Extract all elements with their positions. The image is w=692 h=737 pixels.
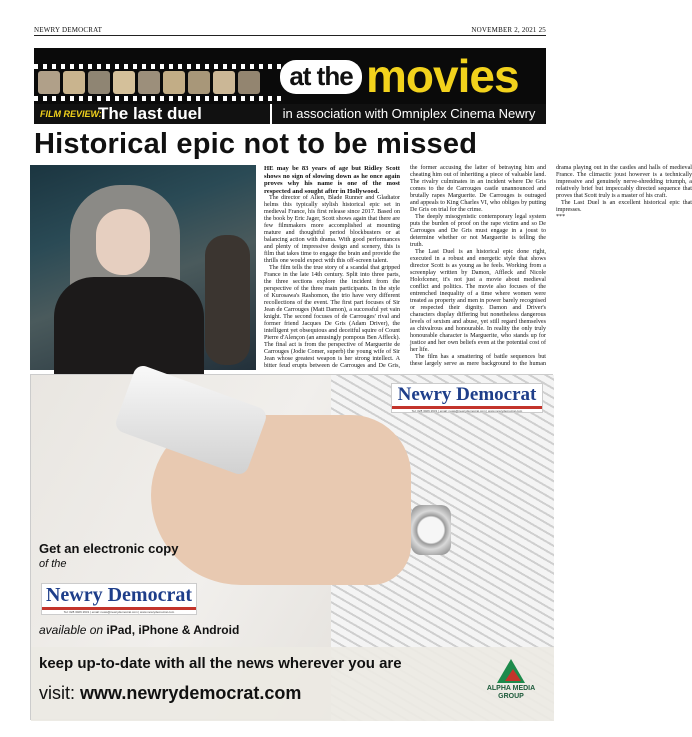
masthead-text: Newry Democrat: [397, 384, 537, 405]
article-paragraph: The director of Alien, Blade Runner and Gladiator helms this typically stylish historical epic set in medieval France, his first release since 2017. Based on the book by Eric Jager, Scott shows again that there are few filmmakers more accomplished at mounting mature and thoughtful period blockbusters or at balancing action with drama. With good performances and plenty of impressive design and scenery, this is film that takes time to engage the brain and provide the thrills one would expect with this off-screen talent.: [264, 195, 400, 265]
folio-left: NEWRY DEMOCRAT: [34, 26, 103, 34]
banner-at-the: at the: [280, 60, 362, 94]
ad-copy: [39, 541, 178, 570]
masthead-text: Newry Democrat: [45, 584, 193, 606]
availability-prefix: available on: [39, 623, 107, 637]
article-paragraph: The Last Duel is an excellent historical epic that impresses.: [556, 200, 692, 213]
article-paragraph: The film tells the true story of a scandal that gripped France in the late 14th century. Split into three parts, the three sections explore the incident from the perspective of the three main participants. In the style of Kurosawa's Rashomon, the trio have very different recollections of the event. The first part focuses of Sir Jean de Carrouges (Matt Damon), a successful yet vain knight. The second focuses of de Carrouges' rival and former friend Jacques De Gris (Adam Driver), the intelligent yet obsequious and deceitful squire of Count Pierre d'Alençon (an amusingly pompous Ben Affleck). The final act is from the perspective of Marguerite de Carrouges (Jodie Comer, superb) the young wife of Sir Jean whose greatest weapon is her strong intellect. A bitter feud erupts between de Carrouges and De Gris, the former accusing the latter of betraying him and cheating him out of inheriting a piece of valuable land. The rivalry culminates in an incident where De Gris comes to the de Carrouges castle unannounced and brutally rapes Marguerite. De Carrouges is outraged and appeals to King Charles VI, who obliges by putting De Gris on trial for the crime.: [264, 165, 546, 370]
visit-prefix: visit:: [39, 683, 81, 703]
article-paragraph: The Last Duel is an historical epic done right, executed in a robust and energetic style that shows director Scott is as young as he feels. Working from a screenplay written by Damon, Affleck and Nicole Holofcener, it's not just a movie about medieval conflict and politics. The movie also focuses of the entrenched inequality of a time where women were treated as property and men in power barely recognised or respected their dignity. Damon and Driver's characters display differing but nonetheless dangerous levels of sexism and abuse, yet still regard themselves as chivalrous and honourable. In reality the only truly honourable character is Marguerite, who stands up for justice and her own beliefs even at the potential cost of her life.: [410, 249, 546, 353]
film-still-image: [30, 165, 256, 370]
ad-footer-band: [31, 647, 554, 721]
review-bar: [34, 104, 546, 124]
ad-heading: Get an electronic copy: [39, 541, 179, 556]
article-paragraph: The deeply misogynistic contemporary legal system puts the burden of proof on the rape victim and so De Carrouges and De Gris must engage in a joust to determine whether or not Marguerite is telling the truth.: [410, 214, 546, 248]
masthead-subline: Tel: 028 3026 2631 | email: news@newrydemocrat.com | www.newrydemocrat.com: [411, 409, 523, 413]
filmstrip-icon: [34, 52, 284, 100]
association-text: in association with Omniplex Cinema Newry: [270, 104, 546, 124]
masthead-logo-middle: [41, 583, 197, 615]
review-tag: FILM REVIEW:: [40, 109, 102, 119]
review-title: The last duel: [98, 104, 202, 123]
platform-list: iPad, iPhone & Android: [106, 623, 240, 637]
e-edition-advert[interactable]: [30, 374, 553, 720]
masthead-subline: Tel: 028 3026 2631 | email: news@newrydemocrat.com | www.newrydemocrat.com: [63, 610, 175, 614]
article-lead: HE may be 83 years of age but Ridley Scott shows no sign of slowing down as he once again proves why his name is one of the most respected and sought after in Hollywood.: [264, 165, 400, 195]
alpha-logo-icon: [483, 659, 539, 715]
keep-up-to-date-text: keep up-to-date with all the news wherever you are: [39, 655, 402, 672]
alpha-media-group-name: ALPHA MEDIA GROUP: [486, 685, 536, 700]
website-link[interactable]: www.newrydemocrat.com: [80, 683, 302, 703]
page-title: Historical epic not to be missed: [34, 128, 478, 160]
article-body: [264, 165, 692, 372]
watch-image: [411, 505, 451, 555]
folio-right: NOVEMBER 2, 2021 25: [471, 26, 546, 34]
article-end-mark: ***: [556, 214, 566, 220]
masthead-logo-top: [391, 383, 543, 413]
banner-movies: movies: [366, 50, 519, 102]
movies-banner: [34, 48, 546, 104]
page-folio: [34, 26, 546, 36]
visit-line: [39, 683, 301, 704]
availability-text: [39, 623, 239, 637]
article-paragraph: The film has a smattering of battle sequences but these largely serve as mere background to the human drama playing out in the castles and halls of medieval France. The climactic joust however is a technically impressive and genuinely nerve-shredding triumph, a relatively brief but impeccably directed sequence that proves that Scott truly is a master of his craft.: [410, 165, 692, 367]
ad-of-the: of the: [39, 558, 67, 570]
